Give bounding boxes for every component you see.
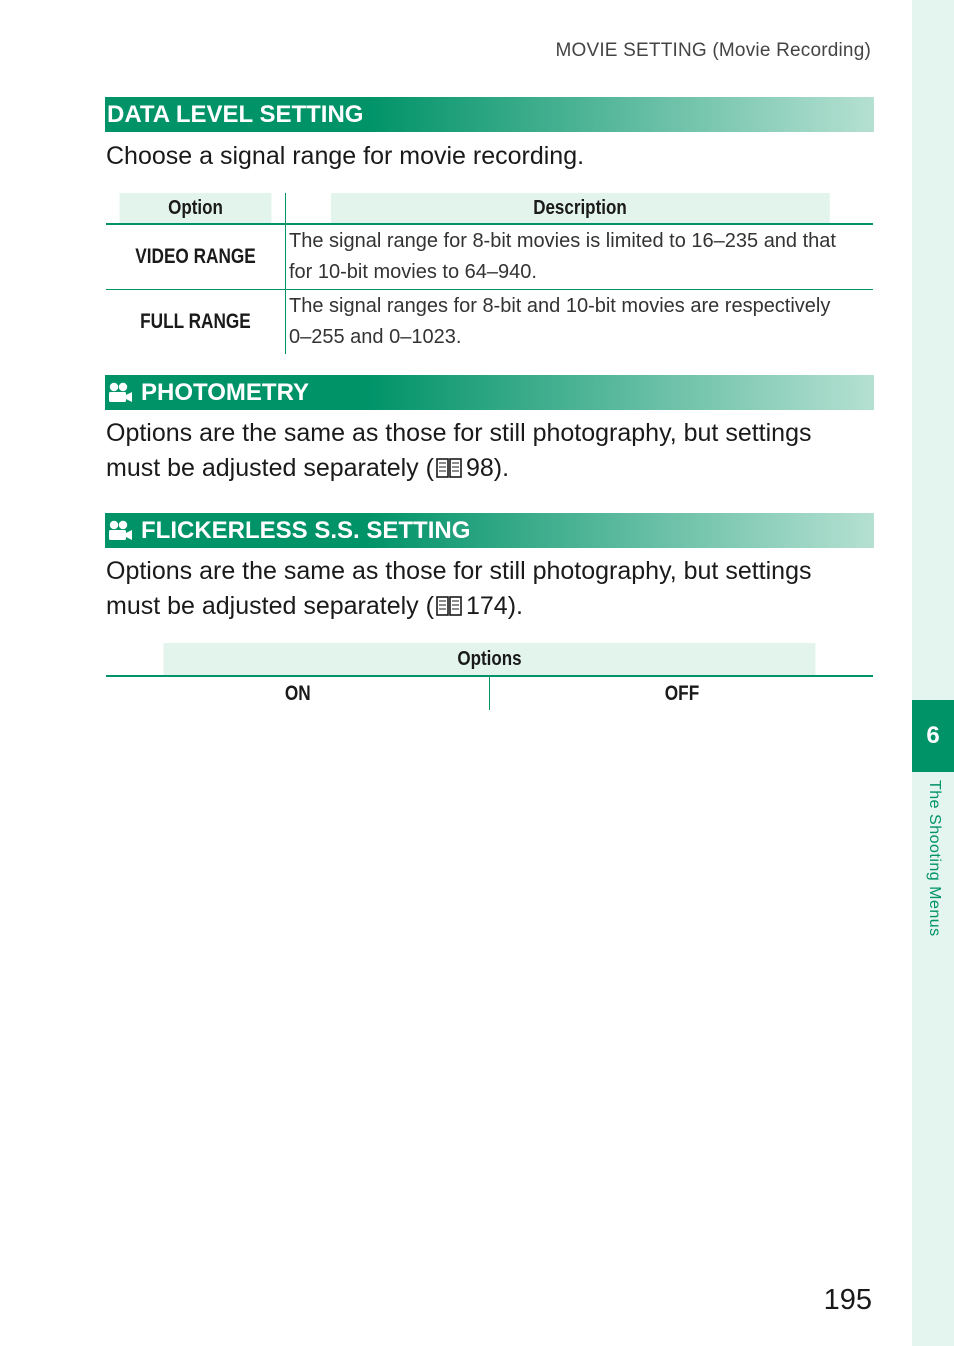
flickerless-body — [106, 554, 874, 627]
option-video-range: VIDEO RANGE — [135, 245, 256, 268]
movie-camera-icon — [107, 382, 133, 404]
description-cell — [286, 224, 874, 290]
description-line: for 10-bit movies to 64–940. — [289, 261, 537, 283]
option-cell — [490, 676, 874, 710]
description-cell — [286, 290, 874, 355]
body-line: Options are the same as those for still photography, but settings — [106, 557, 812, 585]
column-header-options: Options — [164, 643, 816, 676]
body-line — [106, 451, 874, 489]
option-cell — [106, 224, 286, 290]
body-line — [106, 589, 874, 627]
book-icon — [436, 592, 462, 627]
description-line: The signal ranges for 8-bit and 10-bit movies are respectively — [289, 295, 831, 317]
page-reference-link[interactable]: 98 — [465, 454, 494, 482]
body-text-fragment: must be adjusted separately ( — [106, 454, 434, 482]
table-row — [106, 676, 873, 710]
option-cell — [106, 290, 286, 355]
chapter-number: 6 — [926, 722, 940, 749]
book-icon — [436, 454, 462, 489]
table-row — [106, 290, 873, 355]
section-title-text: FLICKERLESS S.S. SETTING — [141, 516, 471, 544]
body-text-fragment: ). — [493, 454, 510, 482]
section-title-text: PHOTOMETRY — [141, 378, 310, 406]
chapter-tab[interactable] — [912, 700, 954, 772]
table-row — [106, 224, 873, 290]
side-strip — [912, 0, 954, 1346]
body-text-fragment: ). — [507, 592, 523, 620]
description-line: The signal range for 8-bit movies is limited to 16–235 and that — [289, 230, 836, 252]
section-title-text: DATA LEVEL SETTING — [107, 100, 364, 128]
data-level-table — [106, 193, 873, 354]
column-header-description: Description — [330, 193, 829, 224]
option-cell — [106, 676, 490, 710]
chapter-label: The Shooting Menus — [926, 780, 943, 937]
movie-camera-icon — [107, 520, 133, 542]
section-title-flickerless — [105, 513, 874, 548]
column-header-option: Option — [119, 193, 272, 224]
page-number: 195 — [823, 1284, 872, 1316]
data-level-intro: Choose a signal range for movie recording. — [106, 142, 585, 170]
description-line: 0–255 and 0–1023. — [289, 326, 462, 348]
flickerless-options-table — [106, 643, 873, 710]
photometry-body — [106, 416, 874, 489]
option-full-range: FULL RANGE — [140, 310, 251, 333]
option-off: OFF — [664, 681, 699, 705]
running-head: MOVIE SETTING (Movie Recording) — [555, 40, 871, 61]
body-text-fragment: must be adjusted separately ( — [106, 592, 434, 620]
option-on: ON — [284, 681, 311, 705]
page-reference-link[interactable]: 174 — [465, 592, 508, 620]
section-title-photometry — [105, 375, 874, 410]
body-line: Options are the same as those for still photography, but settings — [106, 419, 812, 447]
section-title-data-level — [105, 97, 874, 132]
